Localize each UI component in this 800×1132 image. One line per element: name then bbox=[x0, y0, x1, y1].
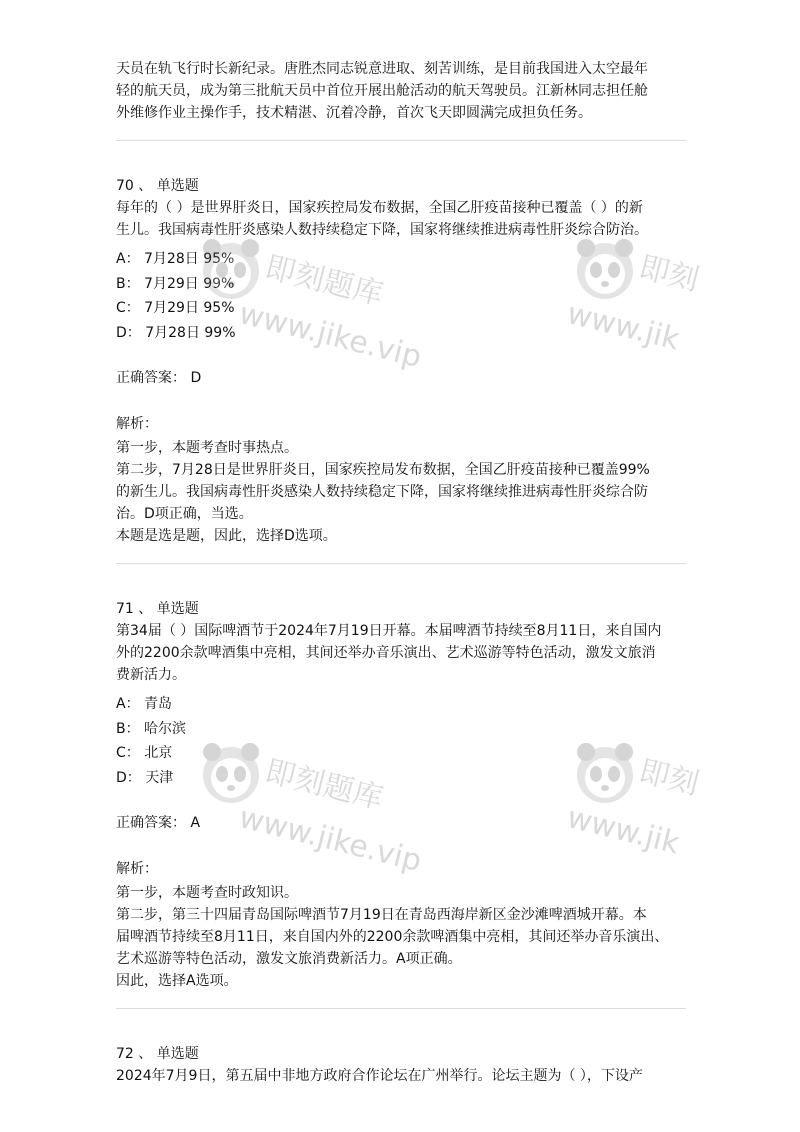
question-heading: 70 、 单选题 bbox=[116, 178, 199, 194]
question-heading: 72 、 单选题 bbox=[116, 1046, 199, 1062]
option-d: D： 7月28日 99% bbox=[116, 324, 236, 341]
option-d: D： 天津 bbox=[116, 769, 174, 786]
section-divider bbox=[116, 563, 686, 564]
watermark-url: www.jike.vip bbox=[235, 800, 425, 880]
option-a: A： 青岛 bbox=[116, 696, 173, 712]
section-divider bbox=[116, 1008, 686, 1009]
question-stem-line: 费新活力。 bbox=[116, 667, 186, 683]
correct-answer: 正确答案： A bbox=[116, 815, 201, 831]
analysis-label: 解析： bbox=[116, 416, 158, 432]
analysis-line: 艺术巡游等特色活动，激发文旅消费新活力。A项正确。 bbox=[116, 951, 462, 967]
analysis-line: 本题是选是题，因此，选择D选项。 bbox=[116, 528, 337, 544]
watermark-brand: 即刻 bbox=[635, 753, 703, 803]
option-c: C： 7月29日 95% bbox=[116, 300, 235, 316]
analysis-line: 因此，选择A选项。 bbox=[116, 973, 238, 989]
options-list bbox=[116, 247, 686, 345]
analysis-line: 治。D项正确，当选。 bbox=[116, 506, 253, 522]
question-stem-line: 第34届（ ）国际啤酒节于2024年7月19日开幕。本届啤酒节持续至8月11日，来自国内 bbox=[116, 623, 662, 639]
analysis-line: 第一步，本题考查时政知识。 bbox=[116, 885, 298, 901]
intro-line: 轻的航天员，成为第三批航天员中首位开展出舱活动的航天驾驶员。江新林同志担任舱 bbox=[116, 83, 648, 99]
document-page bbox=[116, 58, 686, 1087]
analysis-line: 第二步，7月28日是世界肝炎日，国家疾控局发布数据，全国乙肝疫苗接种已覆盖99% bbox=[116, 462, 650, 478]
question-stem-line: 2024年7月9日，第五届中非地方政府合作论坛在广州举行。论坛主题为（ ），下设产 bbox=[116, 1068, 643, 1084]
question-stem-line: 每年的（ ）是世界肝炎日，国家疾控局发布数据，全国乙肝疫苗接种已覆盖（ ）的新 bbox=[116, 200, 643, 216]
analysis-line: 的新生儿。我国病毒性肝炎感染人数持续稳定下降，国家将继续推进病毒性肝炎综合防 bbox=[116, 484, 648, 500]
question-stem-line: 外的2200余款啤酒集中亮相，其间还举办音乐演出、艺术巡游等特色活动，激发文旅消 bbox=[116, 645, 656, 661]
watermark-url: www.jik bbox=[563, 296, 684, 358]
analysis-text bbox=[116, 882, 686, 992]
analysis-text bbox=[116, 437, 686, 547]
analysis-line: 第二步，第三十四届青岛国际啤酒节7月19日在青岛西海岸新区金沙滩啤酒城开幕。本 bbox=[116, 907, 647, 923]
analysis-line: 届啤酒节持续至8月11日，来自国内外的2200余款啤酒集中亮相，其间还举办音乐演出、 bbox=[116, 929, 669, 945]
options-list bbox=[116, 692, 686, 790]
watermark-brand: 即刻 bbox=[635, 249, 703, 299]
intro-line: 天员在轨飞行时长新纪录。唐胜杰同志锐意进取、刻苦训练，是目前我国进入太空最年 bbox=[116, 61, 648, 77]
option-b: B： 哈尔滨 bbox=[116, 720, 187, 737]
intro-line: 外维修作业主操作手，技术精湛、沉着冷静，首次飞天即圆满完成担负任务。 bbox=[116, 105, 592, 121]
correct-answer: 正确答案： D bbox=[116, 370, 202, 386]
analysis-label: 解析： bbox=[116, 861, 158, 877]
watermark-brand: 即刻题库 bbox=[261, 249, 387, 313]
question-heading: 71 、 单选题 bbox=[116, 601, 199, 617]
option-b: B： 7月29日 99% bbox=[116, 275, 235, 292]
question-70 bbox=[116, 175, 686, 547]
section-divider bbox=[116, 140, 686, 141]
intro-paragraph bbox=[116, 58, 686, 124]
option-a: A： 7月28日 95% bbox=[116, 251, 235, 267]
watermark-url: www.jik bbox=[563, 800, 684, 862]
question-stem-line: 生儿。我国病毒性肝炎感染人数持续稳定下降，国家将继续推进病毒性肝炎综合防治。 bbox=[116, 222, 648, 238]
option-c: C： 北京 bbox=[116, 745, 173, 761]
question-71 bbox=[116, 598, 686, 992]
analysis-line: 第一步，本题考查时事热点。 bbox=[116, 440, 298, 456]
question-72 bbox=[116, 1043, 686, 1087]
watermark-brand: 即刻题库 bbox=[261, 753, 387, 817]
watermark-url: www.jike.vip bbox=[235, 296, 425, 376]
